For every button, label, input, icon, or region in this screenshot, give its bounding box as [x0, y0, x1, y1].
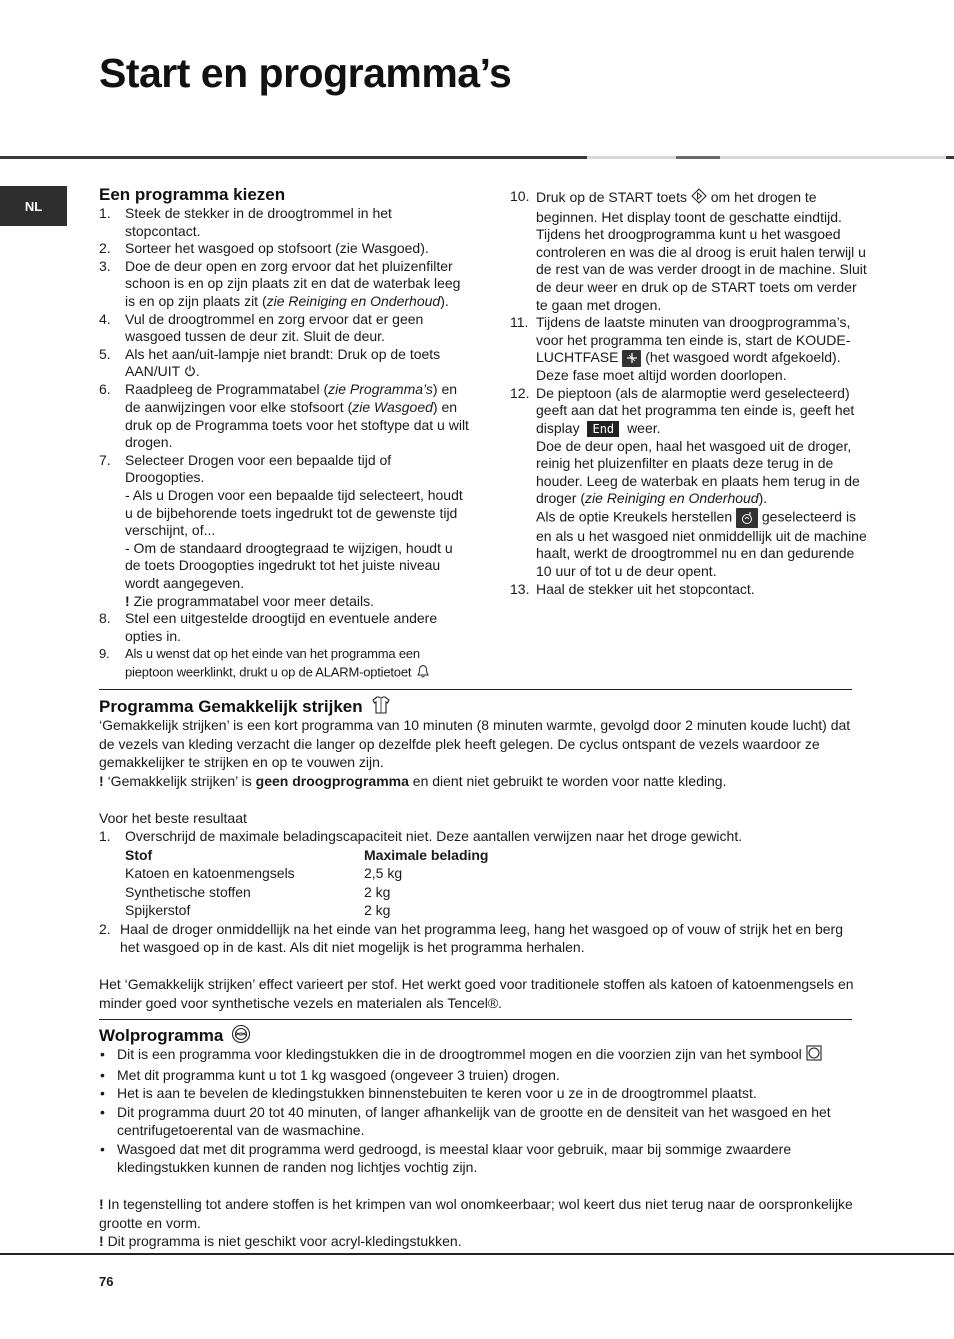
cool-air-icon	[622, 350, 641, 367]
list-item: 6. Raadpleeg de Programmatabel (zie Programma’s) en de aanwijzingen voor elke stofsoort (zie Wasgoed) en druk op de Programma toets voor het stoftype dat u wilt drogen.	[99, 381, 469, 451]
header-rule	[0, 156, 587, 159]
list-item: 9. Als u wenst dat op het einde van het programma een pieptoon weerklinkt, drukt u op de ALARM-optietoet	[99, 645, 469, 683]
anti-crease-icon	[736, 508, 758, 528]
easy-iron-body: ‘Gemakkelijk strijken’ is een kort programma van 10 minuten (8 minuten warmte, gevolgd door 2 minuten koude lucht) dat de vezels van kleding verzacht die langer op dezelfde plek heeft gelegen. De cyclus ontspant de vezels waardoor ze gemakkelijker te strijken en op te vouwen zijn. ! ‘Gemakkelijk strijken’ is geen droogprogramma en dient niet gebruikt te worden voor natte kleding. Voor het beste resultaat 1. Overschrijd de maximale beladingscapaciteit niet. Deze aantallen verwijzen naar het droge gewicht. Stof Maximale belading Katoen en katoenmengsels 2,5 kg Synthetische stoffen 2 kg Spijkerstof 2 kg 2. Haal de droger onmiddellijk na het einde van het programma leeg, hang het wasgoed op of vouw of strijk het en berg het wasgoed op in de kast. Als dit niet mogelijk is het programma herhalen. Het ‘Gemakkelijk strijken’ effect varieert per stof. Het werkt goed voor traditionele stoffen als katoen of katoenmengsels en minder goed voor synthetische vezels en materialen als Tencel®.	[99, 716, 859, 1012]
tumble-dry-symbol-icon	[806, 1045, 822, 1066]
list-item: 5. Als het aan/uit-lampje niet brandt: Druk op de toets AAN/UIT .	[99, 346, 469, 382]
section-divider	[99, 689, 852, 690]
list-item: • Dit programma duurt 20 tot 40 minuten, of langer afhankelijk van de grootte en de densiteit van het wasgoed en het centrifugetoerental van de wasmachine.	[99, 1103, 864, 1140]
language-tab: NL	[0, 186, 67, 226]
header-rule-segment	[720, 156, 946, 159]
section-divider	[99, 1019, 852, 1020]
list-item: 11. Tijdens de laatste minuten van droogprogramma’s, voor het programma ten einde is, start de KOUDE-LUCHTFASE (het wasgoed wordt afgekoeld). Deze fase moet altijd worden doorlopen.	[510, 314, 851, 384]
section-heading-choose-program: Een programma kiezen	[99, 185, 286, 204]
header-rule-segment	[587, 156, 676, 159]
list-item: 12. De pieptoon (als de alarmoptie werd geselecteerd) geeft aan dat het programma ten einde is, geeft het display End weer. Doe de deur open, haal het wasgoed uit de droger, reinig het pluizenfilter en plaats deze terug in de houder. Leeg de waterbak en plaats hem terug in de droger (zie Reiniging en Onderhoud). Als de optie Kreukels herstellen geselecteerd is en als u het wasgoed niet onmiddellijk uit de machine haalt, werkt de droogtrommel nu en dan gedurende 10 uur of tot u de deur opent.	[510, 384, 867, 580]
list-item: • Dit is een programma voor kledingstukken die in de droogtrommel mogen en die voorzien zijn van het symbool	[99, 1045, 864, 1066]
list-item: • Wasgoed dat met dit programma werd gedroogd, is meestal klaar voor gebruik, maar bij sommige zwaardere kledingstukken kunnen de randen nog lichtjes vochtig zijn.	[99, 1140, 864, 1177]
list-item: 10. Druk op de START toets om het drogen te beginnen. Het display toont de geschatte eindtijd. Tijdens het droogprogramma kunt u het wasgoed controleren en was die al droog is eruit halen terwijl u de rest van de was verder droogt in de machine. Sluit de deur weer en druk op de START toets om verder te gaan met drogen.	[510, 188, 867, 313]
list-item: • Met dit programma kunt u tot 1 kg wasgoed (ongeveer 3 truien) drogen.	[99, 1066, 864, 1085]
page-number: 76	[99, 1274, 114, 1289]
start-diamond-icon	[691, 188, 707, 209]
list-item: • Het is aan te bevelen de kledingstukken binnenstebuiten te keren voor u ze in de droogtrommel plaatst.	[99, 1084, 864, 1103]
page-title: Start en programma’s	[99, 50, 512, 96]
section-heading-easy-iron: Programma Gemakkelijk strijken	[99, 696, 391, 719]
list-item: 1. Steek de stekker in de droogtrommel in het stopcontact.	[99, 205, 392, 239]
section-heading-wool: Wolprogramma	[99, 1024, 251, 1049]
list-item: 8. Stel een uitgestelde droogtijd en eventuele andere opties in.	[99, 610, 438, 644]
wool-body: • Dit is een programma voor kledingstukken die in de droogtrommel mogen en die voorzien zijn van het symbool • Met dit programma kunt u tot 1 kg wasgoed (ongeveer 3 truien) drogen. • Het is aan te bevelen de kledingstukken binnenstebuiten te keren voor u ze in de droogtrommel plaatst. • Dit programma duurt 20 tot 40 minuten, of langer afhankelijk van de grootte en de densiteit van het wasgoed en het centrifugetoerental van de wasmachine. • Wasgoed dat met dit programma werd gedroogd, is meestal klaar voor gebruik, maar bij sommige zwaardere kledingstukken kunnen de randen nog lichtjes vochtig zijn. ! In tegenstelling tot andere stoffen is het krimpen van wol onomkeerbaar; wol keert dus niet terug naar de oorspronkelijke grootte en vorm. ! Dit programma is niet geschikt voor acryl-kledingstukken.	[99, 1045, 864, 1251]
list-item: 2. Sorteer het wasgoed op stofsoort (zie Wasgoed).	[99, 240, 429, 257]
steps-right-column	[510, 188, 870, 598]
footer-rule	[0, 1253, 954, 1255]
power-icon	[184, 364, 196, 382]
header-rule-segment	[676, 156, 720, 159]
end-display-icon: End	[587, 421, 619, 437]
alarm-bell-icon	[415, 663, 431, 684]
list-item: 3. Doe de deur open en zorg ervoor dat het pluizenfilter schoon is en op zijn plaats zit en dat de waterbak leeg is en op zijn plaats zit (zie Reiniging en Onderhoud).	[99, 257, 461, 309]
list-item: 7. Selecteer Drogen voor een bepaalde tijd of Droogopties. - Als u Drogen voor een bepaalde tijd selecteert, houdt u de bijbehorende toets ingedrukt tot de gewenste tijd verschijnt, of... - Om de standaard droogtegraad te wijzigen, houdt u de toets Droogopties ingedrukt tot het juiste niveau wordt aangegeven. ! Zie programmatabel voor meer details.	[99, 451, 463, 609]
load-table: Stof Maximale belading Katoen en katoenmengsels 2,5 kg Synthetische stoffen 2 kg Spijkerstof 2 kg	[125, 846, 489, 918]
list-item: 4. Vul de droogtrommel en zorg ervoor dat er geen wasgoed tussen de deur zit. Sluit de deur.	[99, 310, 424, 345]
header-rule-segment	[946, 156, 954, 159]
steps-left-column	[99, 205, 469, 684]
list-item: 13. Haal de stekker uit het stopcontact.	[510, 580, 755, 597]
